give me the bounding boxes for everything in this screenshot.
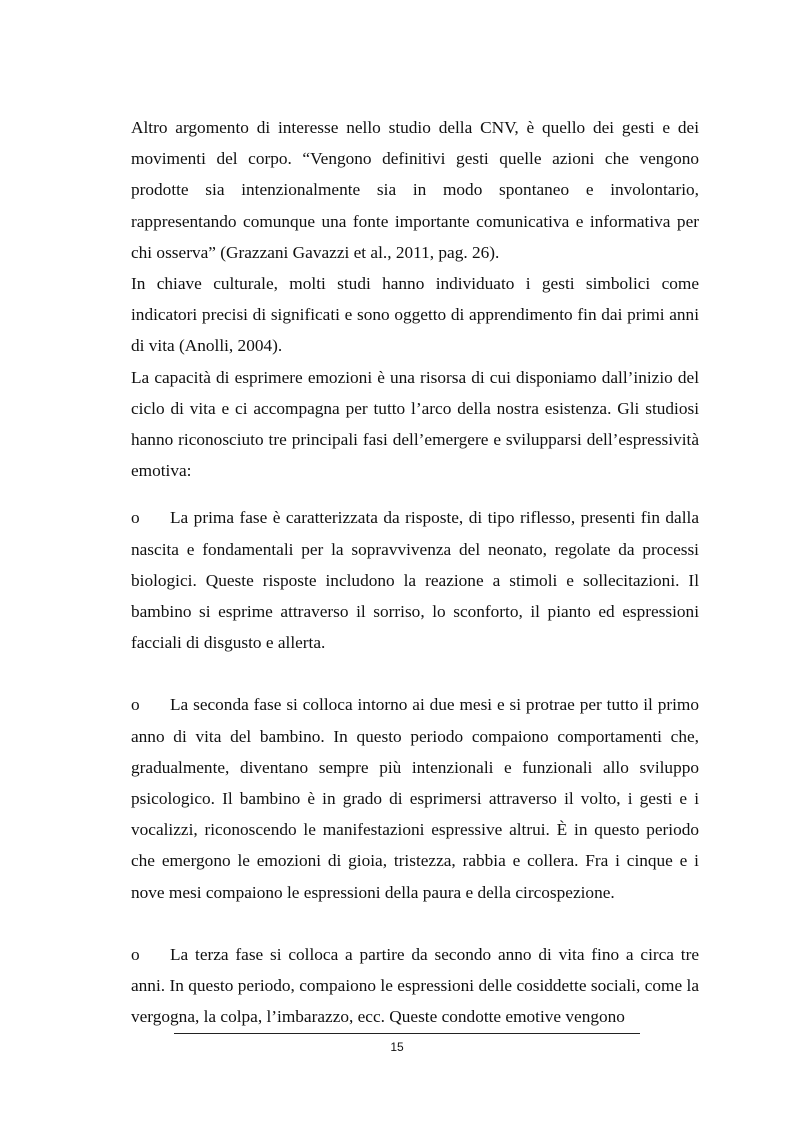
paragraph-gestures: Altro argomento di interesse nello studio della CNV, è quello dei gesti e dei movimenti del corpo. “Vengono definitivi gesti quelle azioni che vengono prodotte sia intenzionalmente sia in modo spontaneo e involontario, rappresentando comunque una fonte importante comunicativa e informativa per chi osserva” (Grazzani Gavazzi et al., 2011, pag. 26).	[131, 118, 699, 262]
body-text	[131, 112, 699, 1032]
bullet-marker: o	[131, 695, 140, 715]
list-item-text: La terza fase si colloca a partire da secondo anno di vita fino a circa tre anni. In questo periodo, compaiono le espressioni delle cosiddette sociali, come la vergogna, la colpa, l’imbarazzo, ecc. Queste condotte emotive vengono	[131, 944, 699, 1027]
bullet-marker: o	[131, 508, 140, 528]
paragraph-cultural-key: In chiave culturale, molti studi hanno individuato i gesti simbolici come indicatori precisi di significati e sono oggetto di apprendimento fin dai primi anni di vita (Anolli, 2004).	[131, 274, 699, 356]
list-item-second-phase	[131, 689, 699, 907]
list-item-third-phase	[131, 939, 699, 1033]
page-number: 15	[390, 1040, 404, 1054]
list-item-first-phase	[131, 502, 699, 658]
spacer	[131, 658, 699, 689]
list-item-text: La seconda fase si colloca intorno ai due mesi e si protrae per tutto il primo anno di vita del bambino. In questo periodo compaiono comportamenti che, gradualmente, diventano sempre più intenzionali e funzionali allo sviluppo psicologico. Il bambino è in grado di esprimersi attraverso il volto, i gesti e i vocalizzi, riconoscendo le manifestazioni espressive altrui. È in questo periodo che emergono le emozioni di gioia, tristezza, rabbia e collera. Fra i cinque e i nove mesi compaiono le espressioni della paura e della circospezione.	[131, 695, 699, 902]
footer-divider	[174, 1033, 640, 1034]
list-item-text: La prima fase è caratterizzata da risposte, di tipo riflesso, presenti fin dalla nascita e fondamentali per la sopravvivenza del neonato, regolate da processi biologici. Queste risposte includono la reazione a stimoli e sollecitazioni. Il bambino si esprime attraverso il sorriso, lo sconforto, il pianto ed espressioni facciali di disgusto e allerta.	[131, 508, 699, 653]
spacer	[131, 486, 699, 502]
spacer	[131, 908, 699, 939]
bullet-marker: o	[131, 944, 140, 964]
paragraph-emotional-expression: La capacità di esprimere emozioni è una risorsa di cui disponiamo dall’inizio del ciclo di vita e ci accompagna per tutto l’arco della nostra esistenza. Gli studiosi hanno riconosciuto tre principali fasi dell’emergere e svilupparsi dell’espressività emotiva:	[131, 367, 699, 481]
